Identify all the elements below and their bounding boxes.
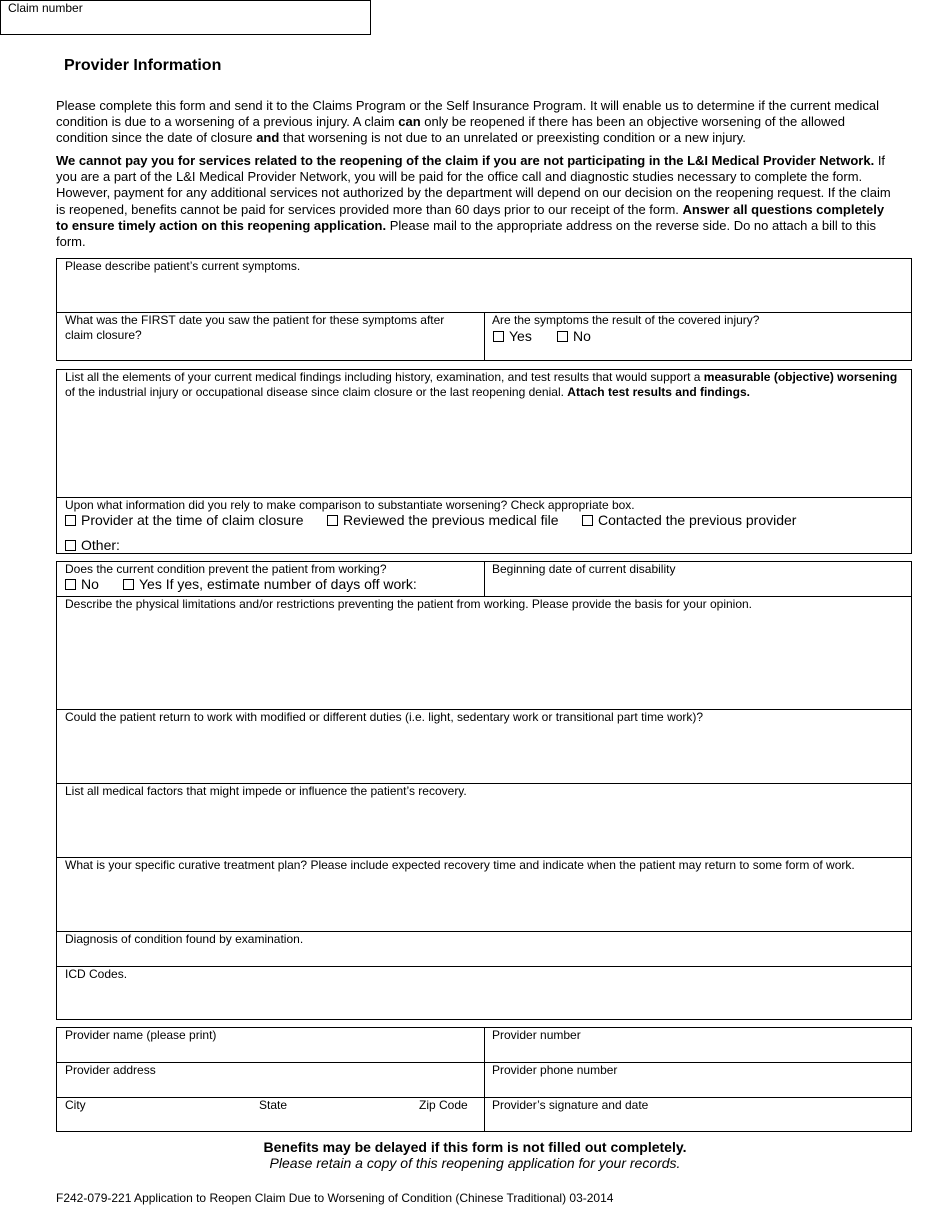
comparison-label: Upon what information did you rely to make comparison to substantiate worsening? Check appropriate box.	[65, 498, 635, 512]
opt-reviewed-label: Reviewed the previous medical file	[343, 512, 559, 528]
first-date-field[interactable]	[57, 313, 484, 360]
findings-section	[56, 369, 912, 554]
claim-number-field[interactable]	[0, 0, 371, 35]
work-section	[56, 561, 912, 1020]
medical-factors-field[interactable]	[57, 784, 911, 857]
findings-label	[65, 370, 900, 400]
notice-text: If you are a part of the L&I Medical Provider Network, you will be paid for the office call and diagnostic studies necessary to complete the form. However, payment for any additional services not authorized by the department will depend on our decision on the reopening request. If the claim is reopened, benefits cannot be paid for services provided more than 60 days prior to our receipt of the form.	[56, 153, 891, 217]
diagnosis-field[interactable]	[57, 932, 911, 966]
notice-text: Please mail to the appropriate address on the reverse side. Do no attach a bill to this form.	[56, 217, 877, 250]
provider-phone-field[interactable]	[485, 1063, 911, 1097]
covered-yes-option[interactable]	[493, 328, 532, 344]
current-symptoms-label: Please describe patient’s current symptoms.	[65, 259, 301, 273]
treatment-plan-label: What is your specific curative treatment plan? Please include expected recovery time and indicate when the patient may return to some form of work.	[65, 858, 855, 872]
checkbox-icon[interactable]	[123, 579, 134, 590]
checkbox-icon[interactable]	[493, 331, 504, 342]
modified-duties-field[interactable]	[57, 710, 911, 783]
provider-number-field[interactable]	[485, 1028, 911, 1062]
checkbox-icon[interactable]	[557, 331, 568, 342]
disability-date-label: Beginning date of current disability	[492, 562, 676, 576]
intro-text: only be reopened if there has been an objective worsening of the allowed condition since the date of closure	[56, 114, 845, 146]
claim-number-label: Claim number	[8, 1, 83, 15]
intro-emphasis-and: and	[256, 130, 280, 146]
answer-all-notice: Answer all questions completely to ensure timely action on this reopening application.	[56, 201, 885, 233]
form-id: F242-079-221 Application to Reopen Claim Due to Worsening of Condition (Chinese Traditional) 03-2014	[56, 1191, 614, 1205]
network-warning: We cannot pay you for services related to the reopening of the claim if you are not participating in the L&I Medical Provider Network.	[56, 153, 875, 168]
current-symptoms-field[interactable]	[57, 259, 911, 312]
prevent-no-option[interactable]	[65, 576, 99, 592]
provider-address-field[interactable]	[57, 1063, 484, 1097]
icd-codes-label: ICD Codes.	[65, 967, 128, 981]
page-title: Provider Information	[64, 57, 222, 74]
icd-codes-field[interactable]	[57, 967, 911, 1019]
provider-signature-field[interactable]	[485, 1098, 911, 1131]
prevent-working-label: Does the current condition prevent the patient from working?	[65, 562, 387, 576]
no-label: No	[573, 328, 591, 344]
medical-factors-label: List all medical factors that might impede or influence the patient’s recovery.	[65, 784, 467, 798]
state-label: State	[259, 1098, 288, 1112]
provider-signature-label: Provider’s signature and date	[492, 1098, 649, 1112]
covered-injury-cell	[485, 313, 911, 360]
findings-text: List all the elements of your current medical findings including history, examination, and test results that would support a	[65, 370, 704, 384]
modified-duties-label: Could the patient return to work with modified or different duties (i.e. light, sedentary work or transitional part time work)?	[65, 710, 704, 724]
opt-contacted-provider[interactable]	[582, 512, 796, 528]
provider-phone-label: Provider phone number	[492, 1063, 618, 1077]
opt-other-label: Other:	[81, 537, 120, 553]
provider-address-label: Provider address	[65, 1063, 156, 1077]
checkbox-icon[interactable]	[582, 515, 593, 526]
opt-provider-label: Provider at the time of claim closure	[81, 512, 304, 528]
first-date-label: What was the FIRST date you saw the patient for these symptoms after claim closure?	[65, 313, 445, 342]
no-label: No	[81, 576, 99, 592]
provider-name-field[interactable]	[57, 1028, 484, 1062]
findings-text: of the industrial injury or occupational disease since claim closure or the last reopening denial.	[65, 385, 568, 399]
provider-name-label: Provider name (please print)	[65, 1028, 217, 1042]
limitations-label: Describe the physical limitations and/or restrictions preventing the patient from working. Please provide the basis for your opinion.	[65, 597, 753, 611]
intro-text: that worsening is not due to an unrelated or preexisting condition or a new injury.	[279, 130, 746, 146]
retain-copy-note: Please retain a copy of this reopening application for your records.	[269, 1155, 681, 1171]
intro-emphasis-can: can	[398, 114, 421, 130]
opt-reviewed-file[interactable]	[327, 512, 559, 528]
opt-other[interactable]	[65, 537, 120, 553]
treatment-plan-field[interactable]	[57, 858, 911, 931]
completion-warning: Benefits may be delayed if this form is not filled out completely.	[263, 1139, 687, 1155]
checkbox-icon[interactable]	[65, 579, 76, 590]
findings-field[interactable]	[57, 370, 911, 497]
city-label: City	[65, 1098, 86, 1112]
checkbox-icon[interactable]	[65, 540, 76, 551]
provider-section	[56, 1027, 912, 1132]
checkbox-icon[interactable]	[327, 515, 338, 526]
yes-days-off-label: Yes If yes, estimate number of days off work:	[139, 576, 417, 592]
yes-label: Yes	[509, 328, 532, 344]
disability-date-field[interactable]	[485, 562, 911, 596]
intro-text: Please complete this form and send it to the Claims Program or the Self Insurance Program. It will enable us to determine if the current medical condition is due to a worsening of a previous injury. A claim	[56, 98, 879, 130]
prevent-working-cell	[57, 562, 484, 596]
checkbox-icon[interactable]	[65, 515, 76, 526]
opt-contacted-label: Contacted the previous provider	[598, 512, 797, 528]
covered-injury-label: Are the symptoms the result of the covered injury?	[492, 313, 760, 327]
symptoms-section	[56, 258, 912, 361]
covered-no-option[interactable]	[557, 328, 591, 344]
prevent-yes-option[interactable]	[123, 576, 417, 592]
intro-paragraph	[56, 98, 896, 147]
diagnosis-label: Diagnosis of condition found by examination.	[65, 932, 304, 946]
notice-paragraph	[56, 153, 896, 250]
limitations-field[interactable]	[57, 597, 911, 709]
opt-provider-at-closure[interactable]	[65, 512, 304, 528]
city-state-zip-field[interactable]	[57, 1098, 484, 1131]
zip-label: Zip Code	[419, 1098, 468, 1112]
attach-results-notice: Attach test results and findings.	[567, 385, 750, 399]
provider-number-label: Provider number	[492, 1028, 581, 1042]
findings-emphasis: measurable (objective) worsening	[703, 370, 898, 384]
